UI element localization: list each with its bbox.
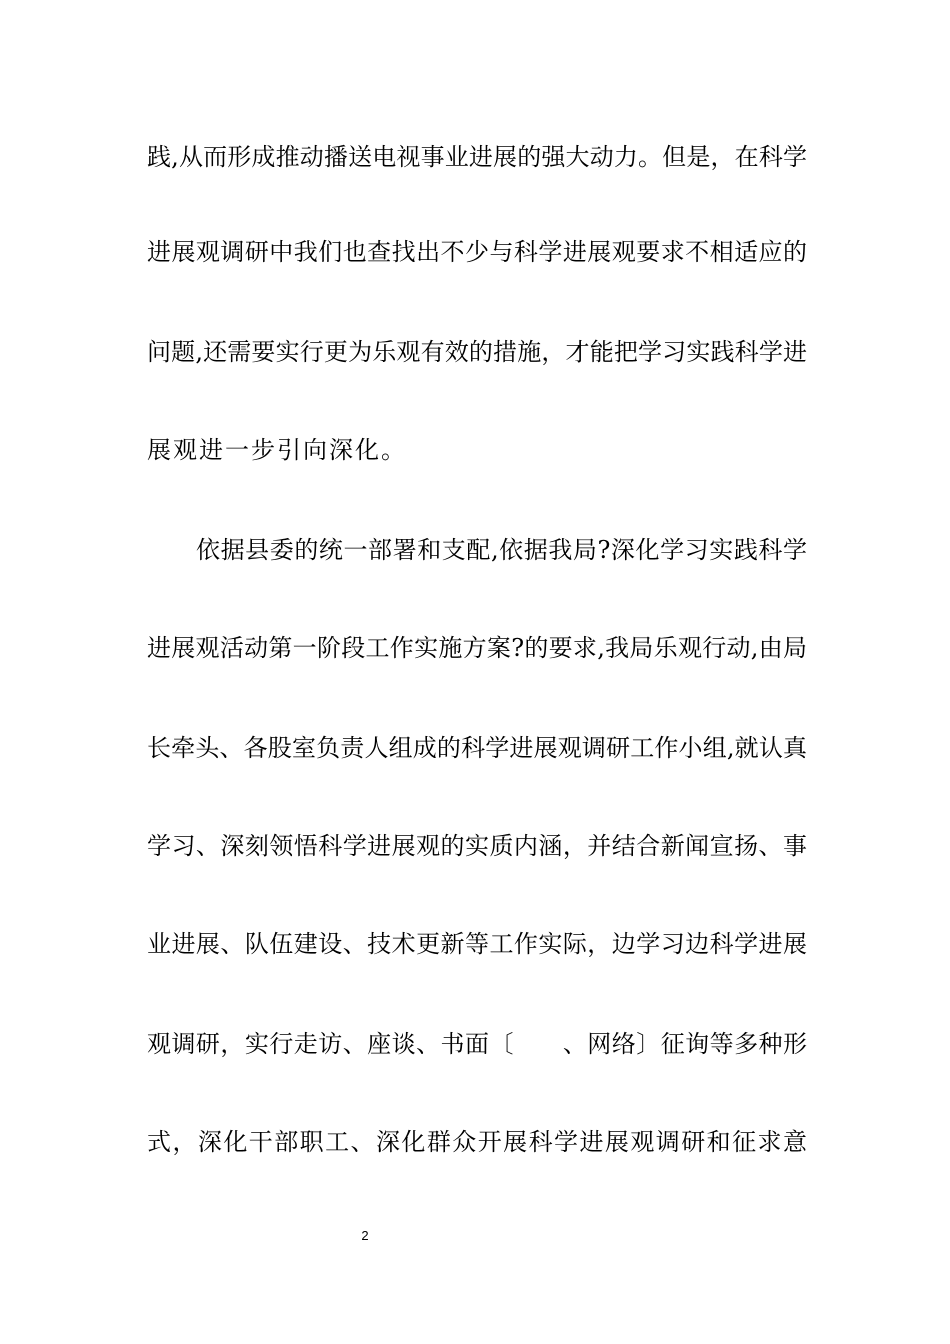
text-line-6: 进展观活动第一阶段工作实施方案?的要求,我局乐观行动,由局: [147, 634, 807, 662]
text-line-11: 式，深化干部职工、深化群众开展科学进展观调研和征求意: [147, 1128, 807, 1156]
text-line-5: 依据县委的统一部署和支配,依据我局?深化学习实践科学: [196, 536, 807, 564]
text-line-9: 业进展、队伍建设、技术更新等工作实际，边学习边科学进展: [147, 930, 807, 958]
text-line-8: 学习、深刻领悟科学进展观的实质内涵，并结合新闻宣扬、事: [147, 832, 807, 860]
text-line-4: 展观进一步引向深化。: [147, 436, 407, 464]
text-line-3: 问题,还需要实行更为乐观有效的措施，才能把学习实践科学进: [147, 338, 807, 366]
text-line-7: 长牵头、各股室负责人组成的科学进展观调研工作小组,就认真: [147, 734, 807, 762]
text-line-1: 践,从而形成推动播送电视事业进展的强大动力。但是，在科学: [147, 143, 807, 171]
page-number: 2: [361, 1228, 369, 1243]
text-line-2: 进展观调研中我们也查找出不少与科学进展观要求不相适应的: [147, 238, 807, 266]
text-line-10: 观调研，实行走访、座谈、书面〔 、网络〕征询等多种形: [147, 1030, 807, 1058]
